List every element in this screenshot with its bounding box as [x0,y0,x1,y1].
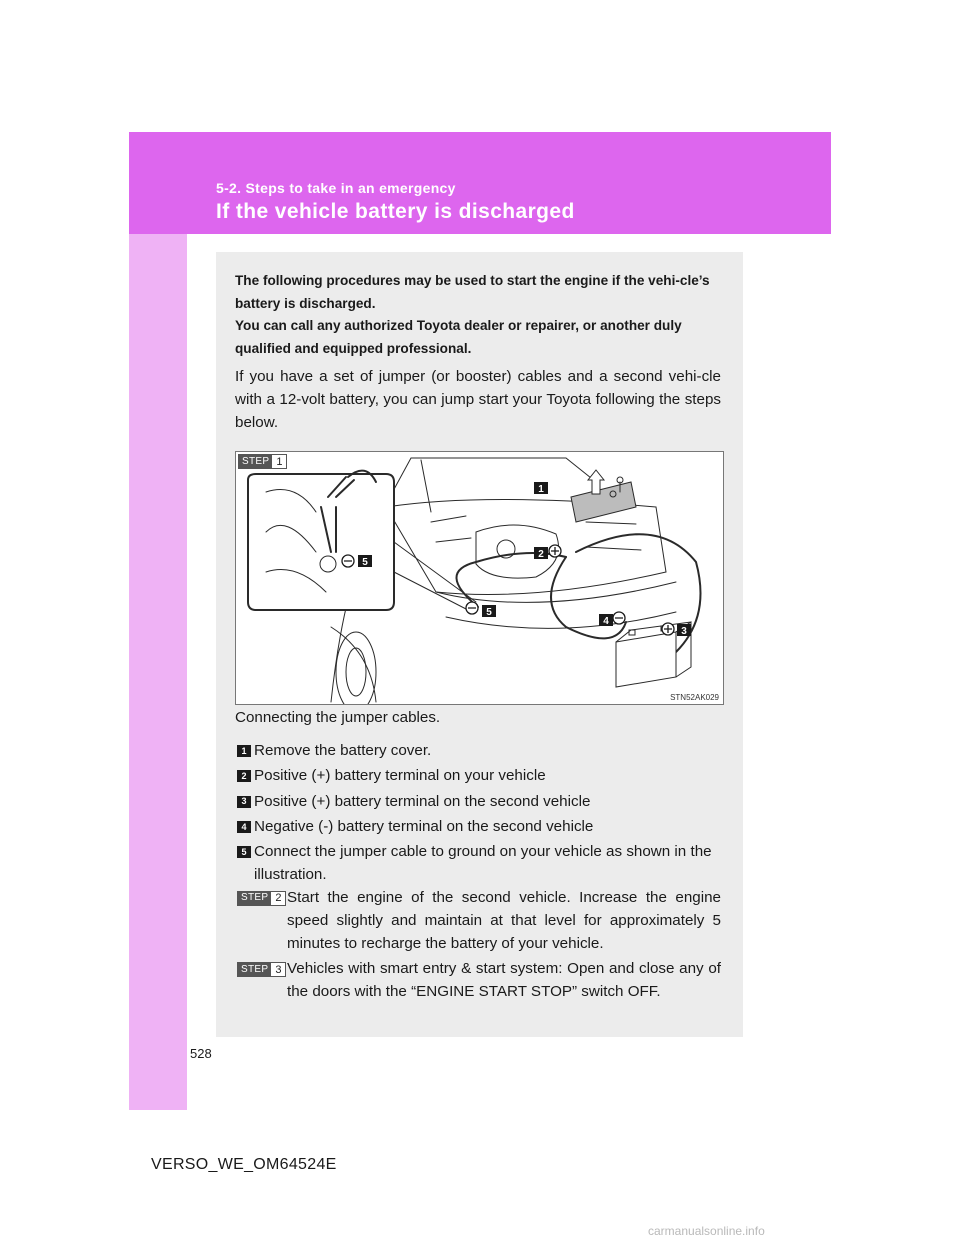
callout-list [235,740,721,889]
zoom-inset [248,474,394,610]
number-mark: 1 [237,745,251,757]
zoom-lines [394,542,476,610]
figure-caption: Connecting the jumper cables. [235,709,441,726]
step-badge-number: 2 [271,892,285,905]
battery-cover [571,482,636,522]
figure-code: STN52AK029 [670,693,719,702]
engine-bay-illustration [235,451,724,705]
list-item-text: Negative (-) battery terminal on the second vehicle [254,817,594,835]
step-badge-2 [237,891,286,906]
list-item [235,791,721,814]
number-mark: 3 [237,796,251,808]
list-item [235,765,721,788]
step-2 [235,887,721,955]
step-badge-number: 1 [272,455,286,468]
step-badge-label: STEP [238,963,271,976]
list-item-text: Connect the jumper cable to ground on your vehicle as shown in the illustration. [254,843,712,883]
list-item [235,841,721,887]
step-text: Vehicles with smart entry & start system: Open and close any of the doors with the “ENGINE START STOP” switch OFF. [287,960,721,1001]
step-3 [235,958,721,1004]
watermark: carmanualsonline.info [648,1224,765,1238]
step-badge-3 [237,962,286,977]
lead-paragraph: If you have a set of jumper (or booster) cables and a second vehi-cle with a 12-volt battery, you can jump start your Toyota following the steps below. [235,368,721,431]
side-strip [129,132,187,1110]
jump-start-diagram [236,452,723,704]
step-badge-1 [238,454,287,469]
hood-outline [386,458,596,504]
number-mark: 4 [237,821,251,833]
intro-line-2: You can call any authorized Toyota dealer or repairer, or another duly qualified and equipped professional. [235,318,682,356]
hood-prop-rod [421,460,431,512]
section-label: 5-2. Steps to take in an emergency [216,180,456,196]
engine-bay-outline [386,500,666,595]
number-mark: 5 [237,846,251,858]
step-badge-label: STEP [239,455,272,468]
callout-1-label: 1 [538,484,544,495]
booster-battery [616,632,676,687]
list-item [235,816,721,839]
list-item-text: Positive (+) battery terminal on your vehicle [254,767,546,785]
document-code: VERSO_WE_OM64524E [151,1156,337,1173]
callout-3-label: 3 [681,626,687,637]
callout-2-label: 2 [538,549,544,560]
page-number: 528 [190,1046,212,1061]
number-mark: 2 [237,770,251,782]
callout-4-label: 4 [603,616,609,627]
step-badge-number: 3 [271,963,285,976]
page-title: If the vehicle battery is discharged [216,200,575,223]
intro-text [235,270,721,360]
callout-5-bay-label: 5 [486,607,492,618]
list-item-text: Remove the battery cover. [254,742,432,759]
intro-line-1: The following procedures may be used to start the engine if the vehi-cle’s battery is discharged. [235,273,710,311]
list-item [235,740,721,763]
front-wheel [336,632,376,704]
step-list [235,887,721,1007]
step-badge-label: STEP [238,892,271,905]
list-item-text: Positive (+) battery terminal on the second vehicle [254,792,591,810]
callout-5-inset-label: 5 [362,557,368,568]
step-text: Start the engine of the second vehicle. Increase the engine speed slightly and maintain at that level for approximately 5 minutes to recharge the battery of your vehicle. [287,889,721,952]
